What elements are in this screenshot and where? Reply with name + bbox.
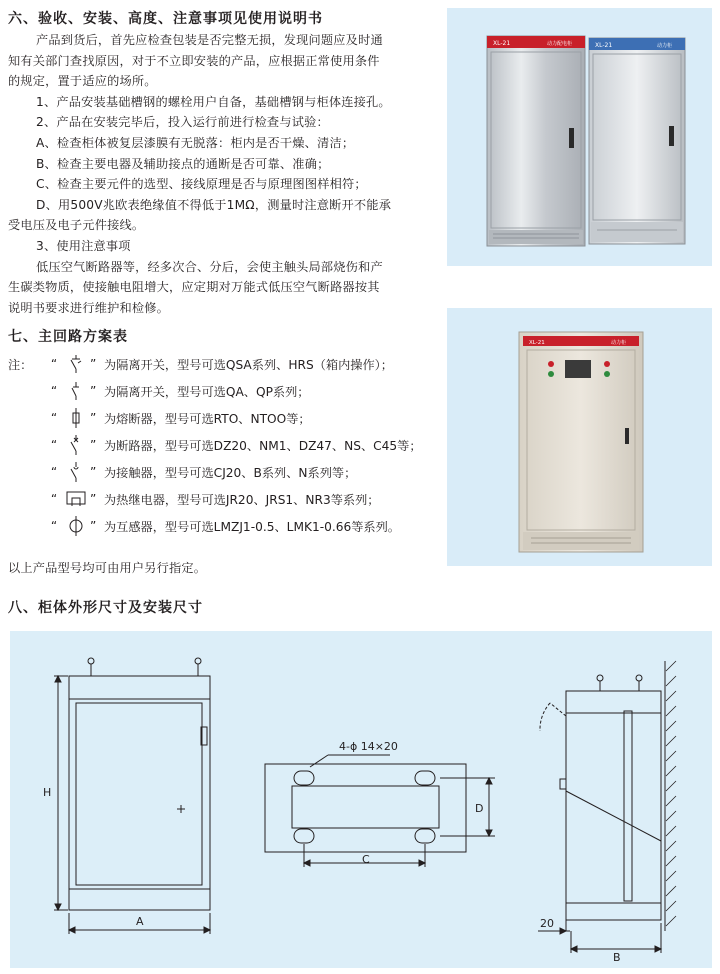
symbol-row: “ ” 为隔离开关，型号可选QA、QP系列；: [8, 379, 310, 403]
symbol-row: “ ” 为接触器，型号可选CJ20、B系列、N系列等；: [8, 460, 356, 484]
symbol-row: “ ” 为断路器，型号可选DZ20、NM1、DZ47、NS、C45等；: [8, 433, 422, 457]
stainless-cabinets-image: [447, 8, 712, 266]
section6-line: A、检查柜体被复层漆膜有无脱落：柜内是否干燥、清洁；: [36, 135, 355, 150]
section6-line: 生碳类物质，使接触电阻增大，应定期对万能式低压空气断路器按其: [8, 280, 380, 295]
symbol-desc: 为互感器，型号可选LMZJ1-0.5、LMK1-0.66等系列。: [104, 519, 400, 534]
section6-line: B、检查主要电器及辅助接点的通断是否可靠、准确；: [36, 156, 330, 171]
depth-label: B: [613, 951, 621, 964]
fuse-icon: [62, 407, 90, 429]
section6-line: 3、使用注意事项: [36, 238, 131, 253]
section6-line: 1、产品安装基础槽钢的螺栓用户自备，基础槽钢与柜体连接孔。: [36, 94, 391, 109]
symbol-desc: 为隔离开关，型号可选QSA系列、HRS（箱内操作）；: [104, 357, 393, 372]
symbol-desc: 为接触器，型号可选CJ20、B系列、N系列等；: [104, 465, 357, 480]
section6-line: 产品到货后，首先应检查包装是否完整无损，发现问题应及时通: [36, 33, 383, 47]
section6-body: [8, 30, 426, 318]
load-switch-icon: [62, 380, 90, 402]
section6-line: 知有关部门查找原因，对于不立即安装的产品，应根据正常使用条件: [8, 53, 380, 68]
section6-line: 的规定，置于适应的场所。: [8, 74, 157, 89]
photo-tag: 动力柜: [611, 340, 627, 346]
cabinet-photo-top: [447, 8, 712, 266]
isolating-switch-icon: [62, 353, 90, 375]
photo-tag: 动力柜: [657, 43, 673, 49]
symbol-desc: 为熔断器，型号可选RTO、NTOO等；: [104, 411, 311, 426]
section6-title: 六、验收、安装、高度、注意事项见使用说明书: [8, 11, 323, 27]
symbol-desc: 为断路器，型号可选DZ20、NM1、DZ47、NS、C45等；: [104, 438, 422, 453]
photo-tag: XL-21: [529, 340, 545, 346]
hole-spec-label: 4-ϕ 14×20: [339, 740, 398, 753]
dimension-drawing: [10, 631, 712, 968]
section6-line: C、检查主要元件的选型、接线原理是否与原理图图样相符；: [36, 177, 367, 192]
section8-title: 八、柜体外形尺寸及安装尺寸: [8, 600, 203, 616]
note-label: 注：: [8, 357, 33, 372]
front-view-outline: [69, 676, 210, 910]
photo-tag: XL-21: [493, 40, 511, 47]
hole-depth-label: D: [475, 802, 484, 815]
width-label: A: [136, 915, 144, 928]
thermal-relay-icon: [62, 488, 90, 510]
symbol-desc: 为热继电器，型号可选JR20、JRS1、NR3等系列；: [104, 492, 380, 507]
photo-tag: XL-21: [595, 42, 613, 49]
symbol-desc: 为隔离开关，型号可选QA、QP系列；: [104, 384, 310, 399]
section6-line: 受电压及电子元件接线。: [8, 218, 145, 233]
offset-label: 20: [540, 917, 554, 930]
section7-footer: 以上产品型号均可由用户另行指定。: [8, 561, 207, 575]
symbol-row: 注： “ ” 为隔离开关，型号可选QSA系列、HRS（箱内操作）；: [8, 352, 393, 376]
dimension-drawing-svg: [10, 631, 712, 968]
hole-width-label: C: [362, 853, 370, 866]
symbol-row: “ ” 为熔断器，型号可选RTO、NTOO等；: [8, 406, 311, 430]
section6-line: D、用500V兆欧表绝缘值不得低于1MΩ，测量时注意断开不能承: [36, 197, 392, 212]
photo-tag: 动力配电柜: [547, 41, 573, 47]
cabinet-photo-middle: [447, 308, 712, 566]
side-view-outline: [566, 691, 661, 920]
contactor-icon: [62, 461, 90, 483]
section6-line: 2、产品在安装完毕后，投入运行前进行检查与试验：: [36, 115, 329, 130]
plan-view-outline: [265, 764, 466, 852]
beige-cabinet-image: [447, 308, 712, 566]
circuit-breaker-icon: [62, 434, 90, 456]
current-transformer-icon: [62, 515, 90, 537]
section6-line: 低压空气断路器等，经多次合、分后，会使主触头局部烧伤和产: [36, 259, 383, 274]
section7-title: 七、主回路方案表: [8, 329, 128, 345]
symbol-row: “ ” 为热继电器，型号可选JR20、JRS1、NR3等系列；: [8, 487, 379, 511]
symbol-row: “ ” 为互感器，型号可选LMZJ1-0.5、LMK1-0.66等系列。: [8, 514, 400, 538]
section6-line: 说明书要求进行维护和检修。: [8, 300, 170, 315]
height-label: H: [43, 786, 52, 799]
